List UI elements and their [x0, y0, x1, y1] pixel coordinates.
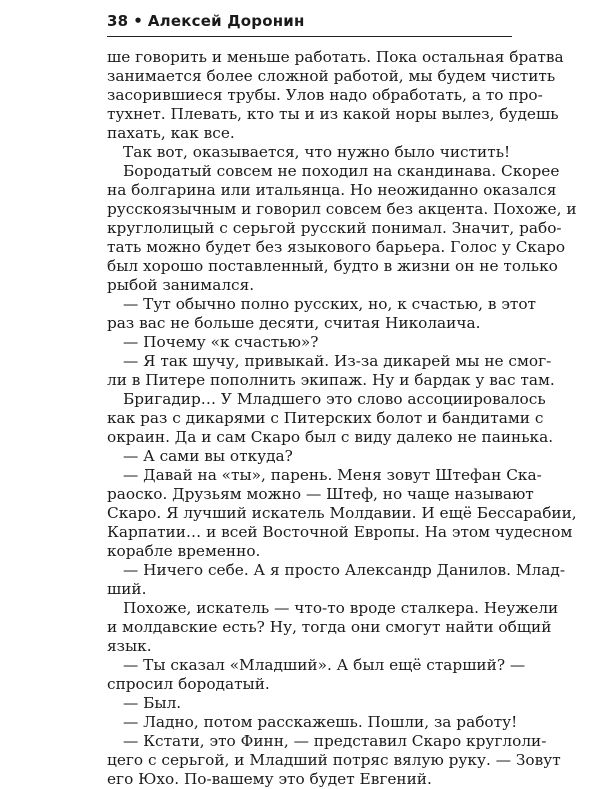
text-line: Бригадир… У Младшего это слово ассоциировалось — [123, 390, 546, 408]
text-line: спросил бородатый. — [107, 675, 270, 693]
text-line: ли в Питере пополнить экипаж. Ну и бардак у вас там. — [107, 371, 555, 389]
text-line: засорившиеся трубы. Улов надо обработать, а то про- — [107, 86, 543, 104]
text-line: цего с серьгой, и Младший потряс вялую руку. — Зовут — [107, 751, 561, 769]
text-line: был хорошо поставленный, будто в жизни он не только — [107, 257, 558, 275]
text-line: — Почему «к счастью»? — [123, 333, 319, 351]
text-line: — Ничего себе. А я просто Александр Данилов. Млад- — [123, 561, 565, 579]
text-line: раоско. Друзьям можно — Штеф, но чаще называют — [107, 485, 534, 503]
text-line: — Был. — [123, 694, 182, 712]
text-line: тухнет. Плевать, кто ты и из какой норы вылез, будешь — [107, 105, 559, 123]
page-number: 38 — [107, 12, 129, 30]
text-line: ший. — [107, 580, 147, 598]
text-line: — Ты сказал «Младший». А был ещё старший? — — [123, 656, 526, 674]
text-line: раз вас не больше десяти, считая Николаича. — [107, 314, 481, 332]
text-line: круглолицый с серьгой русский понимал. Значит, рабо- — [107, 219, 562, 237]
text-line: Карпатии… и всей Восточной Европы. На этом чудесном — [107, 523, 573, 541]
text-line: как раз с дикарями с Питерских болот и бандитами с — [107, 409, 544, 427]
text-line: — Кстати, это Финн, — представил Скаро круглоли- — [123, 732, 547, 750]
text-line: — Я так шучу, привыкай. Из-за дикарей мы не смог- — [123, 352, 552, 370]
text-line: и молдавские есть? Ну, тогда они смогут найти общий — [107, 618, 552, 636]
text-line: Бородатый совсем не походил на скандинава. Скорее — [123, 162, 560, 180]
text-line: Так вот, оказывается, что нужно было чистить! — [123, 143, 511, 161]
text-line: — Ладно, потом расскажешь. Пошли, за работу! — [123, 713, 518, 731]
text-line: его Юхо. По-вашему это будет Евгений. — [107, 770, 432, 788]
text-line: ше говорить и меньше работать. Пока остальная братва — [107, 48, 564, 66]
text-line: тать можно будет без языкового барьера. Голос у Скаро — [107, 238, 566, 256]
text-line: язык. — [107, 637, 152, 655]
text-line: — А сами вы откуда? — [123, 447, 293, 465]
text-line: корабле временно. — [107, 542, 261, 560]
text-line: окраин. Да и сам Скаро был с виду далеко не паинька. — [107, 428, 554, 446]
text-line: занимается более сложной работой, мы будем чистить — [107, 67, 556, 85]
text-line: Скаро. Я лучший искатель Молдавии. И ещё Бессарабии, — [107, 504, 577, 522]
text-line: рыбой занимался. — [107, 276, 255, 294]
text-line: пахать, как все. — [107, 124, 235, 142]
text-line: на болгарина или итальянца. Но неожиданно оказался — [107, 181, 557, 199]
text-line: — Тут обычно полно русских, но, к счастью, в этот — [123, 295, 537, 313]
header-bullet: • — [133, 12, 143, 30]
text-line: — Давай на «ты», парень. Меня зовут Штефан Ска- — [123, 466, 542, 484]
text-line: Похоже, искатель — что-то вроде сталкера. Неужели — [123, 599, 559, 617]
running-header — [107, 12, 512, 37]
author-name: Алексей Доронин — [147, 12, 305, 30]
text-body — [107, 48, 577, 789]
text-line: русскоязычным и говорил совсем без акцента. Похоже, и — [107, 200, 577, 218]
